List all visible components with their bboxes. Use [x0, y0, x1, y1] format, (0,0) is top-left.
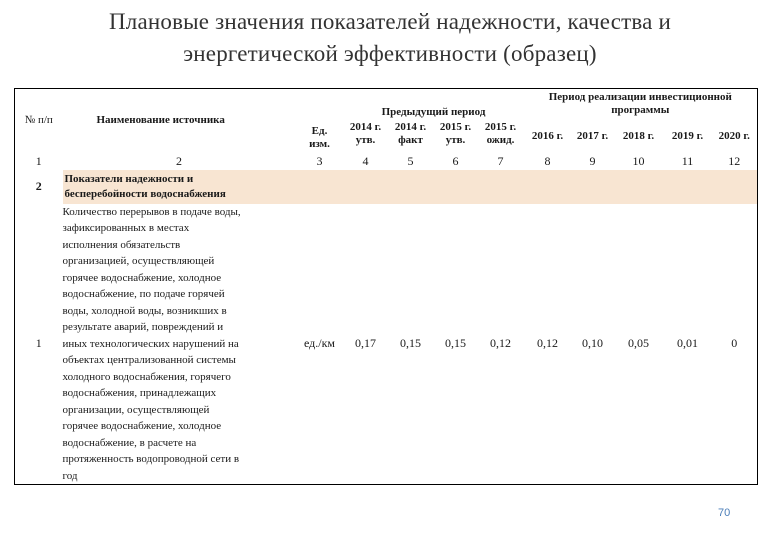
- row-num: 1: [15, 204, 63, 485]
- row-value: 0: [712, 204, 758, 485]
- page-title-line2: энергетической эффективности (образец): [183, 41, 597, 66]
- description-line: протяженность водопроводной сети в: [62, 453, 240, 465]
- row-value: 0,05: [614, 204, 664, 485]
- col-number: 7: [497, 153, 504, 168]
- row-value: 0,15: [434, 204, 478, 485]
- header-source-cell: [63, 89, 296, 153]
- row-description: [63, 204, 296, 485]
- col-number: 8: [544, 153, 551, 168]
- section-shade-end: [712, 170, 758, 204]
- header-unit-line2: изм.: [309, 137, 330, 150]
- description-line: водоснабжение, по подаче горячей: [62, 288, 225, 300]
- page-title: [0, 6, 780, 70]
- section-shade: [296, 170, 712, 204]
- col-number: 5: [407, 153, 414, 168]
- header-year-4: [478, 121, 524, 153]
- col-number: 11: [681, 153, 694, 168]
- col-number: 4: [362, 153, 369, 168]
- year-note: утв.: [355, 133, 376, 146]
- header-year-6: [572, 121, 614, 153]
- description-line: результате аварий, повреждений и: [62, 321, 224, 333]
- section-num: 2: [15, 170, 63, 204]
- row-value: 0,15: [388, 204, 434, 485]
- description-line: исполнения обязательств: [62, 238, 181, 251]
- year-note: факт: [398, 133, 423, 146]
- col-number: 3: [316, 153, 323, 168]
- header-prev-period-label: Предыдущий период: [381, 105, 486, 118]
- year-note: ожид.: [486, 133, 515, 146]
- row-unit: ед./км: [296, 204, 344, 485]
- description-line: водоснабжения, принадлежащих: [62, 387, 217, 399]
- indicators-table: [14, 88, 758, 485]
- year-note: утв.: [445, 133, 466, 146]
- header-year-1: [344, 121, 388, 153]
- description-line: воды, холодной воды, возникших в: [62, 304, 227, 317]
- col-number: 12: [712, 153, 758, 170]
- description-line: холодного водоснабжения, горячего: [62, 370, 231, 383]
- year-label: 2018 г.: [622, 130, 655, 142]
- header-year-7: [614, 121, 664, 153]
- table-row: [15, 204, 758, 485]
- header-unit-cell: [296, 89, 344, 153]
- header-year-9: [712, 121, 758, 153]
- header-invest-period-line1: Период реализации инвестиционной: [548, 91, 732, 103]
- description-line: горячее водоснабжение, холодное: [62, 420, 222, 432]
- col-number: 2: [176, 153, 182, 168]
- col-number: 9: [589, 153, 596, 168]
- year-label: 2020 г.: [718, 130, 750, 142]
- description-line: зафиксированных в местах: [62, 222, 190, 234]
- section-title: [63, 170, 296, 204]
- row-value: 0,12: [524, 204, 572, 485]
- row-value: 0,12: [478, 204, 524, 485]
- year-label: 2019 г.: [671, 130, 704, 142]
- section-title-line2: бесперебойности водоснабжения: [64, 187, 226, 200]
- header-prev-period: [344, 89, 524, 121]
- header-year-2: [388, 121, 434, 153]
- col-number: 1: [15, 153, 63, 170]
- header-num-label: № п/п: [24, 114, 53, 127]
- description-line: водоснабжение, в расчете на: [62, 436, 197, 449]
- description-line: Количество перерывов в подаче воды,: [62, 205, 241, 218]
- header-year-3: [434, 121, 478, 153]
- description-line: иных технологических нарушений на: [62, 337, 239, 350]
- page-number: 70: [718, 507, 731, 519]
- year-label: 2014 г.: [349, 120, 382, 133]
- col-number: 6: [452, 153, 459, 168]
- row-value: 0,10: [572, 204, 614, 485]
- year-label: 2017 г.: [576, 130, 609, 142]
- description-line: организацией, осуществляющей: [62, 255, 215, 267]
- year-label: 2014 г.: [394, 120, 427, 133]
- section-title-line1: Показатели надежности и: [64, 172, 194, 185]
- header-unit-line1: Ед.: [311, 124, 328, 137]
- col-number: 10: [632, 153, 645, 168]
- row-value: 0,01: [664, 204, 712, 485]
- header-year-5: [524, 121, 572, 153]
- description-line: организации, осуществляющей: [62, 403, 210, 416]
- description-line: горячее водоснабжение, холодное: [62, 271, 222, 284]
- description-line: год: [62, 469, 78, 482]
- year-label: 2015 г.: [439, 120, 472, 133]
- header-num-cell: [15, 89, 63, 153]
- description-line: объектах централизованной системы: [62, 354, 236, 366]
- header-invest-period: [524, 89, 758, 121]
- row-value: 0,17: [344, 204, 388, 485]
- header-source-label: Наименование источника: [96, 114, 225, 127]
- year-label: 2015 г.: [484, 120, 517, 133]
- header-year-8: [664, 121, 712, 153]
- header-invest-period-line2: программы: [611, 104, 670, 116]
- page-title-line1: Плановые значения показателей надежности, качества и: [108, 9, 672, 34]
- year-label: 2016 г.: [531, 130, 564, 142]
